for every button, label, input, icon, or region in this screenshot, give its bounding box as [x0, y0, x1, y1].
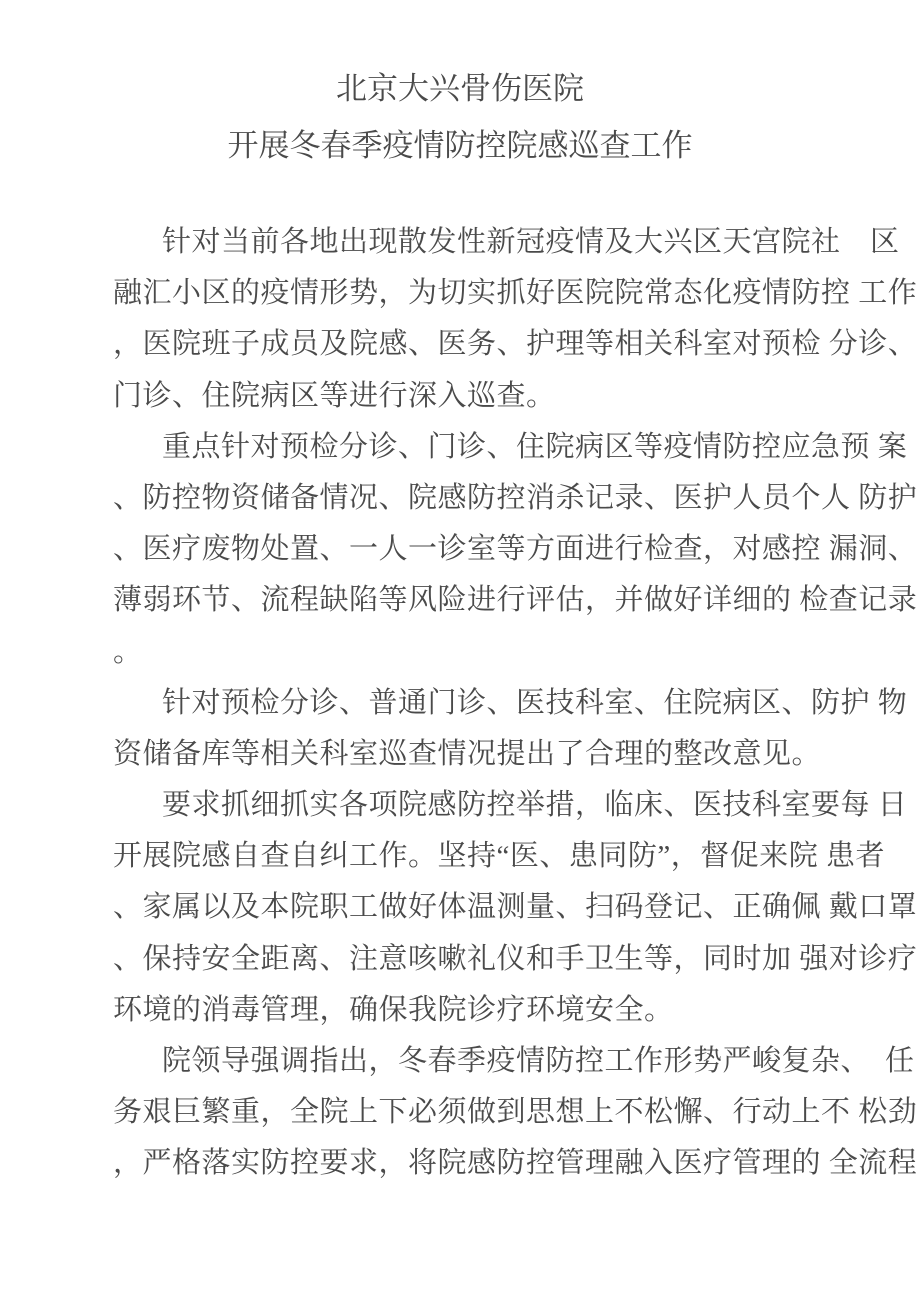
paragraph-line: 针对当前各地出现散发性新冠疫情及大兴区天宫院社 区	[162, 226, 900, 258]
paragraph-line: 院领导强调指出，冬春季疫情防控工作形势严峻复杂、 任	[162, 1045, 915, 1077]
paragraph-line: 、防控物资储备情况、院感防控消杀记录、医护人员个人 防护	[113, 481, 918, 514]
paragraph	[113, 217, 918, 422]
paragraph-line: ，严格落实防控要求，将院感防控管理融入医疗管理的 全流程	[113, 1147, 918, 1180]
paragraph-line: 开展院感自查自纠工作。坚持“医、患同防”，督促来院 患者	[113, 840, 885, 873]
paragraph	[113, 780, 918, 1036]
paragraph	[113, 678, 908, 780]
paragraph	[113, 422, 918, 678]
paragraph-line: 环境的消毒管理，确保我院诊疗环境安全。	[113, 993, 674, 1026]
paragraph-line: 融汇小区的疫情形势，为切实抓好医院院常态化疫情防控 工作	[113, 277, 918, 310]
paragraph-line: 薄弱环节、流程缺陷等风险进行评估，并做好详细的 检查记录	[113, 584, 918, 617]
document-subtitle: 开展冬春季疫情防控院感巡查工作	[227, 128, 693, 163]
paragraph-line: 门诊、住院病区等进行深入巡查。	[113, 379, 556, 412]
document-body	[113, 217, 918, 1190]
paragraph-line: 务艰巨繁重，全院上下必须做到思想上不松懈、行动上不 松劲	[113, 1096, 918, 1129]
document-title: 北京大兴骨伤医院	[336, 71, 584, 106]
paragraph-line: 重点针对预检分诊、门诊、住院病区等疫情防控应急预 案	[162, 430, 908, 463]
paragraph-line: 、家属以及本院职工做好体温测量、扫码登记、正确佩 戴口罩	[113, 891, 918, 924]
paragraph	[113, 1036, 918, 1190]
paragraph-line: 要求抓细抓实各项院感防控举措，临床、医技科室要每 日	[162, 789, 908, 822]
paragraph-line: 资储备库等相关科室巡查情况提出了合理的整改意见。	[113, 737, 822, 770]
paragraph-line: 、保持安全距离、注意咳嗽礼仪和手卫生等，同时加 强对诊疗	[113, 942, 918, 975]
paragraph-line: 。	[113, 635, 143, 668]
paragraph-line: 、医疗废物处置、一人一诊室等方面进行检查，对感控 漏洞、	[113, 533, 918, 566]
paragraph-line: 针对预检分诊、普通门诊、医技科室、住院病区、防护 物	[162, 686, 908, 719]
paragraph-line: ，医院班子成员及院感、医务、护理等相关科室对预检 分诊、	[113, 328, 918, 361]
